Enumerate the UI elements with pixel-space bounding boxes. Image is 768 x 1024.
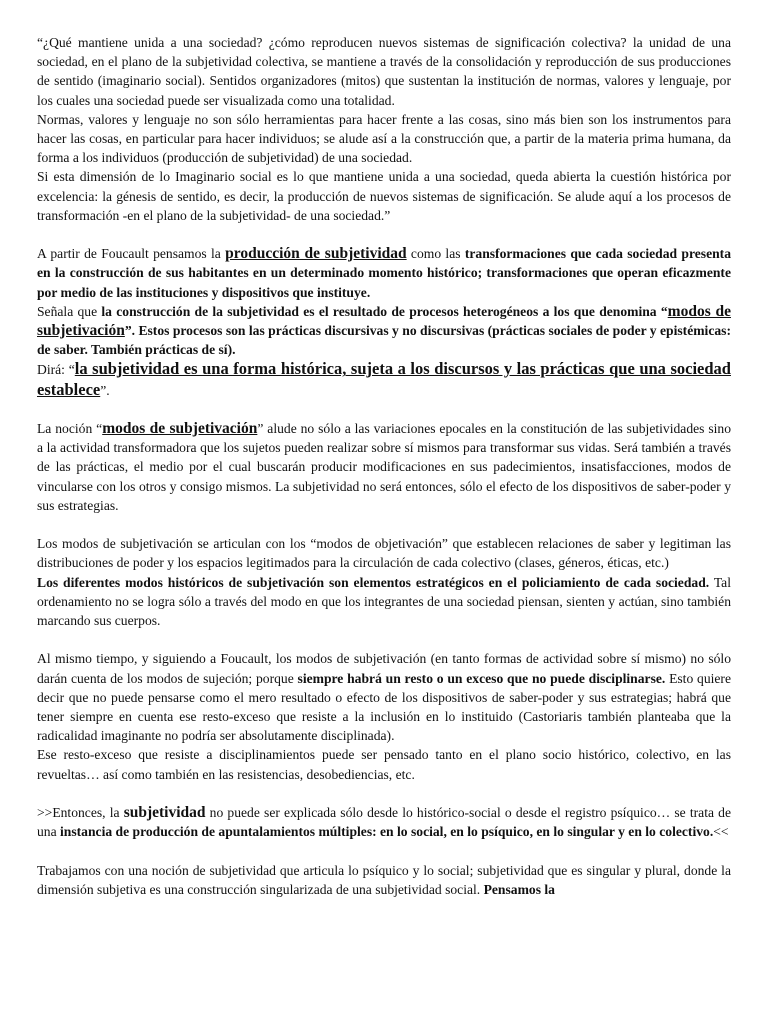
emphasis-modos-historicos: Los diferentes modos históricos de subjetivación son elementos estratégicos en el policiamiento de cada sociedad. [37,574,710,590]
paragraph-nocion [37,419,731,515]
paragraph-objetivacion [37,534,731,572]
paragraph-dira [37,359,731,399]
emphasis-modos-subjetivacion: modos de subjetivación [102,420,258,438]
text-run: A partir de Foucault pensamos la [37,246,226,262]
text-run: << [713,824,729,840]
text-run: Si esta dimensión de lo Imaginario social es lo que mantiene unida a una sociedad, queda abierta la cuestión histórica por excelencia: la génesis de sentido, es decir, la producción de nuevos sistemas de significación. Se alude aquí a los procesos de transformación -en el plano de la subjetividad- de una sociedad.” [37,169,731,223]
text-run: Dirá: “ [37,362,75,378]
text-run: no puede ser explicada sólo desde lo histórico-social o desde el registro psíquico… se trata de una [37,805,732,840]
paragraph-trabajamos [37,861,731,899]
paragraph-quote-2 [37,110,731,168]
paragraph-entonces [37,803,731,841]
text-run: “¿Qué mantiene unida a una sociedad? ¿cómo reproducen nuevos sistemas de significación colectiva? la unidad de una sociedad, en el plano de la subjetividad colectiva, se mantiene a través de la consolidación y reproducción de sus producciones de sentido (imaginario social). Sentidos organizadores (mitos) que sustentan la institución de normas, valores y lenguaje, por los cuales una sociedad puede ser visualizada como una totalidad. [37,35,731,108]
emphasis-subjetividad: subjetividad [123,804,206,822]
paragraph-gap [37,400,731,419]
text-run: ” alude no sólo a las variaciones epocales en la constitución de las subjetividades sino a la actividad transformadora que los sujetos pueden realizar sobre sí mismos para transformar sus vidas. Será también a través de las prácticas, el medio por el cual buscarán producir modificaciones en sus padecimientos, insatisfacciones, modos de vincularse con los otros y consigo mismos. La subjetividad no será entonces, sólo el efecto de los dispositivos de saber-poder y sus estrategias. [37,421,732,513]
paragraph-senala [37,302,731,360]
emphasis-procesos: ”. Estos procesos son las prácticas discursivas y no discursivas (prácticas sociales de poder y epistémicas: de saber. También prácticas de sí). [37,323,731,358]
paragraph-policiamiento [37,573,731,631]
paragraph-gap [37,225,731,244]
emphasis-produccion-subjetividad: producción de subjetividad [225,245,407,263]
emphasis-transformaciones: transformaciones que cada sociedad presenta en la construcción de sus habitantes en un determinado momento histórico; transformaciones que operan eficazmente por medio de las instituciones y dispositivos que instituye. [37,246,731,300]
emphasis-pensamos: Pensamos la [483,881,555,897]
paragraph-quote-3 [37,167,731,225]
emphasis-construccion: la construcción de la subjetividad es el resultado de procesos heterogéneos a los que denomina “ [101,303,668,319]
text-run: ”. [100,382,110,398]
paragraph-gap [37,515,731,534]
text-run: >>Entonces, la [37,805,124,821]
emphasis-forma-historica: la subjetividad es una forma histórica, sujeta a los discursos y las prácticas que una sociedad establece [37,359,731,399]
text-run: Trabajamos con una noción de subjetividad que articula lo psíquico y lo social; subjetividad que es singular y plural, donde la dimensión subjetiva es una construcción singularizada de una subjetividad social. [37,862,731,897]
text-run: Tal ordenamiento no se logra sólo a través del modo en que los integrantes de una sociedad piensan, sienten y actúan, sino también marcando sus cuerpos. [37,574,731,629]
emphasis-resto-exceso: siempre habrá un resto o un exceso que no puede disciplinarse. [297,670,666,686]
text-run: Normas, valores y lenguaje no son sólo herramientas para hacer frente a las cosas, sino más bien son los instrumentos para hacer las cosas, en particular para hacer individuos; se alude así a la construcción que, a partir de la materia prima humana, da forma a los individuos (producción de subjetividad) de una sociedad. [37,111,731,166]
text-run: Esto quiere decir que no puede pensarse como el mero resultado o efecto de los dispositivos de saber-poder y sus estrategias; habrá que tener siempre en cuenta ese resto-exceso que resiste a la inclusión en lo instituido (Castoriaris también planteaba que la radicalidad imaginante no podría ser absolutamente disciplinada). [37,670,731,744]
emphasis-apuntalamientos: instancia de producción de apuntalamientos múltiples: en lo social, en lo psíquico, en lo singular y en lo colectivo. [60,824,714,840]
paragraph-gap [37,841,731,860]
paragraph-resto-exceso [37,649,731,745]
paragraph-foucault [37,244,731,302]
text-run: La noción “ [37,421,103,437]
paragraph-gap [37,784,731,803]
paragraph-revueltas [37,745,731,783]
text-run: como las [406,246,465,262]
paragraph-gap [37,630,731,649]
paragraph-quote-1 [37,33,731,110]
text-run: Señala que [37,303,102,319]
emphasis-modos-subjetivacion: modos de subjetivación [37,302,731,340]
text-run: Los modos de subjetivación se articulan con los “modos de objetivación” que establecen relaciones de saber y legitiman las distribuciones de poder y los espacios legitimados para la circulación de cada colectivo (clases, géneros, éticas, etc.) [37,536,731,571]
text-run: Ese resto-exceso que resiste a disciplinamientos puede ser pensado tanto en el plano socio histórico, colectivo, en las revueltas… así como también en las resistencias, desobediencias, etc. [37,747,731,782]
text-run: Al mismo tiempo, y siguiendo a Foucault, los modos de subjetivación (en tanto formas de actividad sobre sí mismo) no sólo darán cuenta de los modos de sujeción; porque [37,651,731,686]
